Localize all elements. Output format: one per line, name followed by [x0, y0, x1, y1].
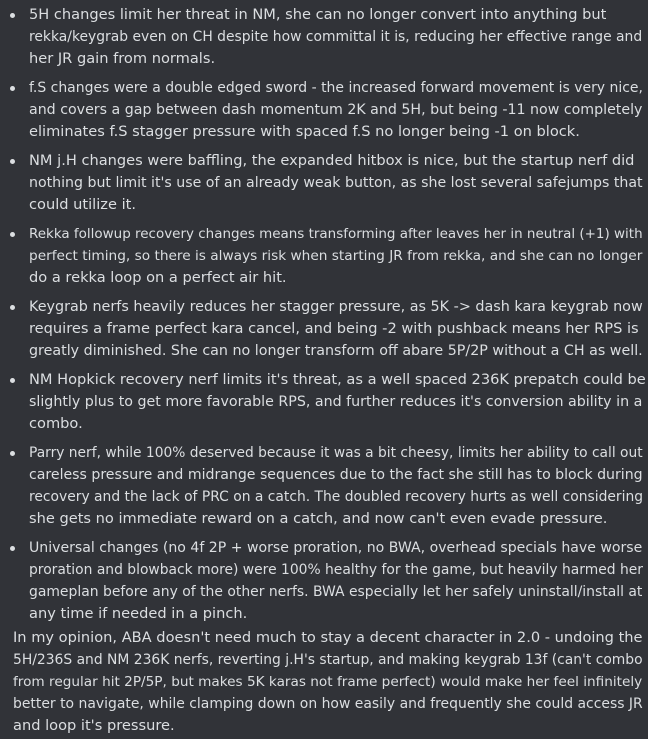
- list-item-line: rekka/keygrab even on CH despite how committal it is, reducing her effective range and: [29, 29, 643, 45]
- list-item-line: requires a frame perfect kara cancel, and being -2 with pushback means her RPS is: [29, 320, 639, 337]
- list-item-line: f.S changes were a double edged sword - the increased forward movement is very nice,: [29, 80, 643, 96]
- list-item-line: her JR gain from normals.: [29, 50, 216, 67]
- list-item-line: perfect timing, so there is always risk when starting JR from rekka, and she can no longer: [29, 248, 643, 264]
- bullet-dot-icon: [10, 546, 15, 551]
- paragraph-line: 5H/236S and NM 236K nerfs, reverting j.H's startup, and making keygrab 13f (can't combo: [13, 652, 643, 668]
- list-item: [0, 537, 648, 625]
- list-item: [0, 223, 648, 289]
- list-item-line: nothing but limit it's use of an already weak button, as she lost several safejumps that: [29, 175, 643, 191]
- list-item-line: proration and blowback more) were 100% healthy for the game, but heavily harmed her: [29, 562, 643, 578]
- list-item: [0, 4, 648, 70]
- bullet-dot-icon: [10, 378, 15, 383]
- paragraph-line: better to navigate, while clamping down on how easily and frequently she could access JR: [13, 696, 643, 712]
- list-item-line: 5H changes limit her threat in NM, she can no longer convert into anything but: [29, 6, 607, 23]
- list-item-line: Rekka followup recovery changes means transforming after leaves her in neutral (+1) with: [29, 226, 643, 242]
- list-item-line: NM Hopkick recovery nerf limits it's threat, as a well spaced 236K prepatch could be: [29, 371, 646, 388]
- list-item-line: recovery and the lack of PRC on a catch. The doubled recovery hurts as well considering: [29, 489, 644, 505]
- list-item-line: do a rekka loop on a perfect air hit.: [29, 269, 287, 286]
- list-item-line: careless pressure and midrange sequences due to the fact she still has to block during: [29, 467, 643, 483]
- list-item-line: gameplan before any of the other nerfs. BWA especially let her safely uninstall/install at: [29, 584, 643, 600]
- paragraph-line: from regular hit 2P/5P, but makes 5K karas not frame perfect) would make her feel infinitely: [13, 674, 643, 690]
- list-item-line: greatly diminished. She can no longer transform off abare 5P/2P without a CH as well.: [29, 343, 643, 359]
- list-item: [0, 442, 648, 530]
- paragraph-line: and loop it's pressure.: [13, 717, 175, 734]
- list-item-line: and covers a gap between dash momentum 2K and 5H, but being -11 now completely: [29, 102, 643, 118]
- list-item-line: could utilize it.: [29, 196, 136, 213]
- opinion-paragraph: [13, 627, 643, 737]
- list-item: [0, 296, 648, 362]
- bullet-dot-icon: [10, 13, 15, 18]
- list-item-line: NM j.H changes were baffling, the expanded hitbox is nice, but the startup nerf did: [29, 152, 635, 169]
- list-item: [0, 369, 648, 435]
- list-item: [0, 150, 648, 216]
- list-item-line: Universal changes (no 4f 2P + worse proration, no BWA, overhead specials have worse: [29, 540, 643, 556]
- bullet-dot-icon: [10, 159, 15, 164]
- list-item-line: Keygrab nerfs heavily reduces her stagger pressure, as 5K -> dash kara keygrab now: [29, 299, 643, 315]
- list-item-line: slightly plus to get more favorable RPS, and further reduces it's conversion ability in a: [29, 394, 643, 410]
- list-item-line: she gets no immediate reward on a catch, and now can't even evade pressure.: [29, 510, 608, 527]
- bullet-dot-icon: [10, 232, 15, 237]
- list-item: [0, 77, 648, 143]
- list-item-line: Parry nerf, while 100% deserved because it was a bit cheesy, limits her ability to call out: [29, 445, 643, 461]
- list-item-line: eliminates f.S stagger pressure with spaced f.S no longer being -1 on block.: [29, 123, 580, 140]
- list-item-line: any time if needed in a pinch.: [29, 605, 248, 622]
- paragraph-line: In my opinion, ABA doesn't need much to stay a decent character in 2.0 - undoing the: [13, 629, 643, 646]
- bullet-list: [0, 4, 648, 632]
- bullet-dot-icon: [10, 86, 15, 91]
- bullet-dot-icon: [10, 305, 15, 310]
- bullet-dot-icon: [10, 451, 15, 456]
- list-item-line: combo.: [29, 415, 83, 432]
